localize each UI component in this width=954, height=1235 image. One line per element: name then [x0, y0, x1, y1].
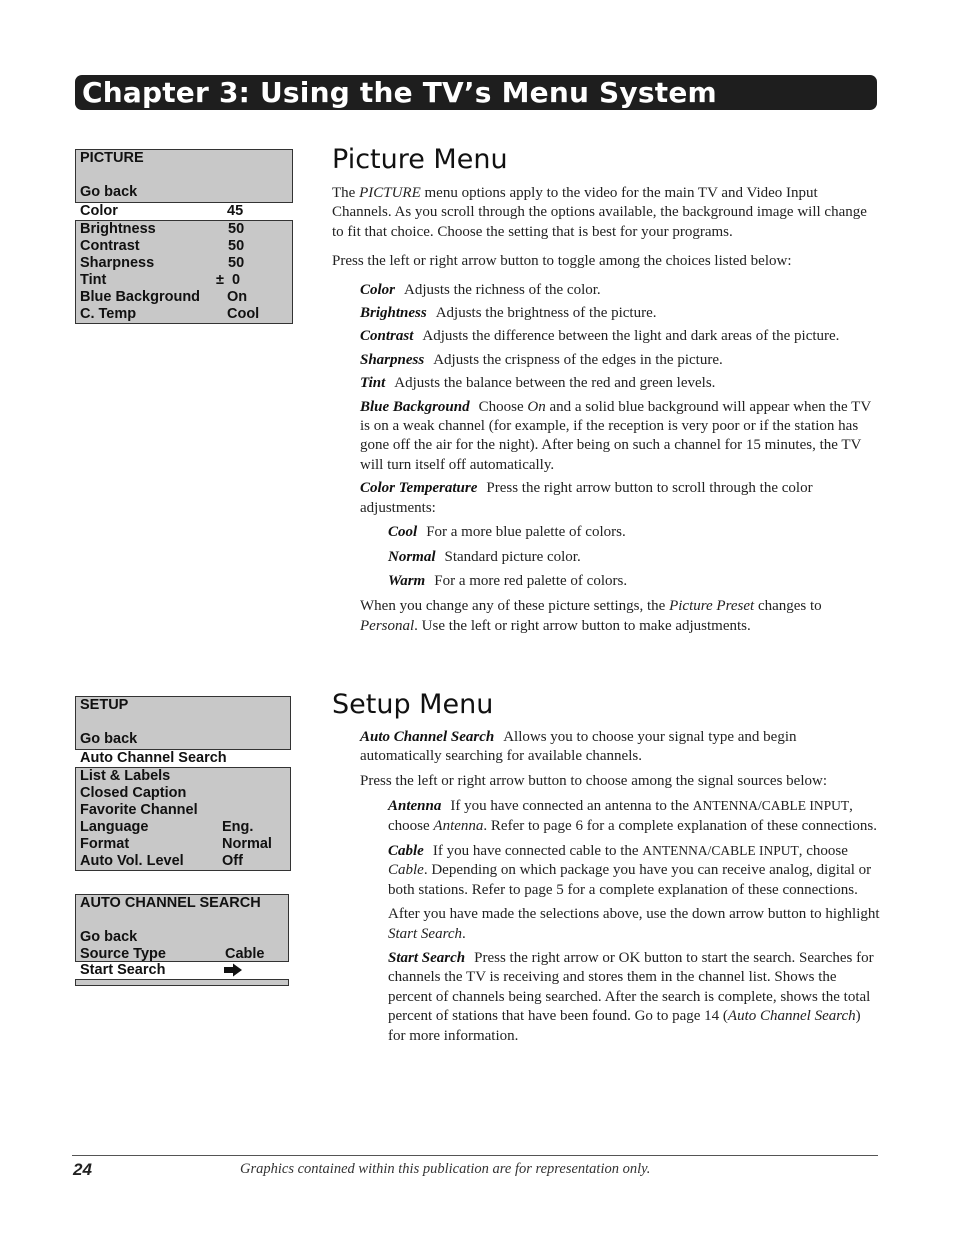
option-warm: Warm For a more red palette of colors.	[388, 572, 628, 589]
option-auto-channel-search: Auto Channel Search Allows you to choose your signal type and begin automatically searching for available channels.	[360, 729, 797, 765]
picture-menu-body	[332, 184, 880, 636]
picture-menu-title: PICTURE	[80, 150, 144, 166]
setup-menu-header	[75, 696, 291, 750]
menu-item-auto-vol-level[interactable]: Auto Vol. Level Off	[80, 853, 243, 869]
option-color: Color Adjusts the richness of the color.	[360, 281, 601, 298]
go-back-item[interactable]: Go back	[80, 929, 138, 945]
color-temperature-options	[388, 523, 880, 591]
menu-item-blue-background[interactable]: Blue Background On	[80, 289, 248, 305]
signal-source-instruction: Press the left or right arrow button to choose among the signal sources below:	[360, 772, 827, 789]
instruction-paragraph: Press the left or right arrow button to toggle among the choices listed below:	[332, 253, 792, 270]
go-back-item[interactable]: Go back	[80, 731, 138, 747]
option-normal: Normal Standard picture color.	[388, 548, 581, 565]
option-brightness: Brightness Adjusts the brightness of the picture.	[360, 305, 657, 322]
picture-menu-header	[75, 149, 293, 203]
setup-menu-screen	[75, 696, 291, 871]
option-start-search: Start Search Press the right arrow or OK button to start the search. Searches for channels the TV is receiving and stores them in the channel list. Shows the percent of channels being searched. After the search is complete, shows the total percent of stations that have been found. Go to page 14 (Auto Channel Search) for more information.	[388, 950, 874, 1044]
menu-item-color-temp[interactable]: C. Temp Cool	[80, 306, 260, 322]
option-sharpness: Sharpness Adjusts the crispness of the edges in the picture.	[360, 351, 723, 368]
intro-paragraph: The PICTURE menu options apply to the video for the main TV and Video Input Channels. As you scroll through the options available, the background image will change to fit that choice. Choose the setting that is best for your programs.	[332, 185, 867, 240]
picture-menu-list	[75, 220, 293, 324]
option-cool: Cool For a more blue palette of colors.	[388, 524, 626, 541]
menu-item-contrast[interactable]: Contrast 50	[80, 238, 245, 254]
menu-item-color[interactable]: Color 45	[75, 203, 293, 220]
menu-item-closed-caption[interactable]: Closed Caption	[80, 785, 187, 801]
option-blue-background: Blue Background Choose On and a solid blue background will appear when the TV is on a weak channel (for example, if the reception is very poor or if the station has gone off the air for the night). After being on such a channel for 15 minutes, the TV will turn itself off automatically.	[360, 398, 871, 473]
setup-menu-title: SETUP	[80, 697, 129, 713]
menu-item-start-search[interactable]: Start Search	[75, 962, 289, 979]
option-antenna: Antenna If you have connected an antenna to the ANTENNA/CABLE INPUT, choose Antenna. Refer to page 6 for a complete explanation of these connections.	[388, 798, 878, 834]
chapter-title-bar: Chapter 3: Using the TV’s Menu System	[75, 75, 877, 110]
picture-options-list	[360, 281, 880, 637]
menu-item-tint[interactable]: Tint ± 0	[80, 272, 241, 288]
footer-divider	[72, 1155, 878, 1156]
option-cable: Cable If you have connected cable to the ANTENNA/CABLE INPUT, choose Cable. Depending on which package you have you can receive analog, digital or both stations. Refer to page 5 for a complete explanation of these connections.	[388, 843, 872, 898]
menu-item-favorite-channel[interactable]: Favorite Channel	[80, 802, 198, 818]
option-tint: Tint Adjusts the balance between the red and green levels.	[360, 375, 716, 392]
menu-item-list-labels[interactable]: List & Labels	[80, 768, 171, 784]
auto-search-title: AUTO CHANNEL SEARCH	[80, 895, 261, 911]
menu-item-brightness[interactable]: Brightness 50	[80, 221, 245, 237]
page-number: 24	[73, 1160, 92, 1179]
picture-menu-screen	[75, 149, 293, 324]
auto-search-header	[75, 894, 289, 962]
footer-note: Graphics contained within this publication are for representation only.	[240, 1161, 651, 1177]
auto-channel-search-screen	[75, 894, 289, 986]
menu-item-source-type[interactable]: Source Type Cable	[80, 946, 265, 962]
auto-search-footer	[75, 979, 289, 986]
setup-menu-list	[75, 767, 291, 871]
setup-menu-body	[360, 728, 880, 1046]
setup-menu-heading: Setup Menu	[332, 689, 494, 720]
signal-source-options	[388, 796, 880, 1046]
right-arrow-icon	[223, 963, 243, 982]
menu-item-sharpness[interactable]: Sharpness 50	[80, 255, 245, 271]
menu-item-auto-channel-search[interactable]: Auto Channel Search	[75, 750, 291, 767]
option-color-temperature: Color Temperature Press the right arrow button to scroll through the color adjustments:	[360, 480, 813, 516]
menu-item-format[interactable]: Format Normal	[80, 836, 272, 852]
picture-preset-note: When you change any of these picture settings, the Picture Preset changes to Personal. Use the left or right arrow button to make adjustments.	[360, 598, 822, 634]
start-search-instruction: After you have made the selections above, use the down arrow button to highlight Start Search.	[388, 906, 880, 942]
picture-menu-heading: Picture Menu	[332, 144, 508, 175]
option-contrast: Contrast Adjusts the difference between the light and dark areas of the picture.	[360, 328, 840, 345]
menu-item-language[interactable]: Language Eng.	[80, 819, 254, 835]
go-back-item[interactable]: Go back	[80, 184, 138, 200]
